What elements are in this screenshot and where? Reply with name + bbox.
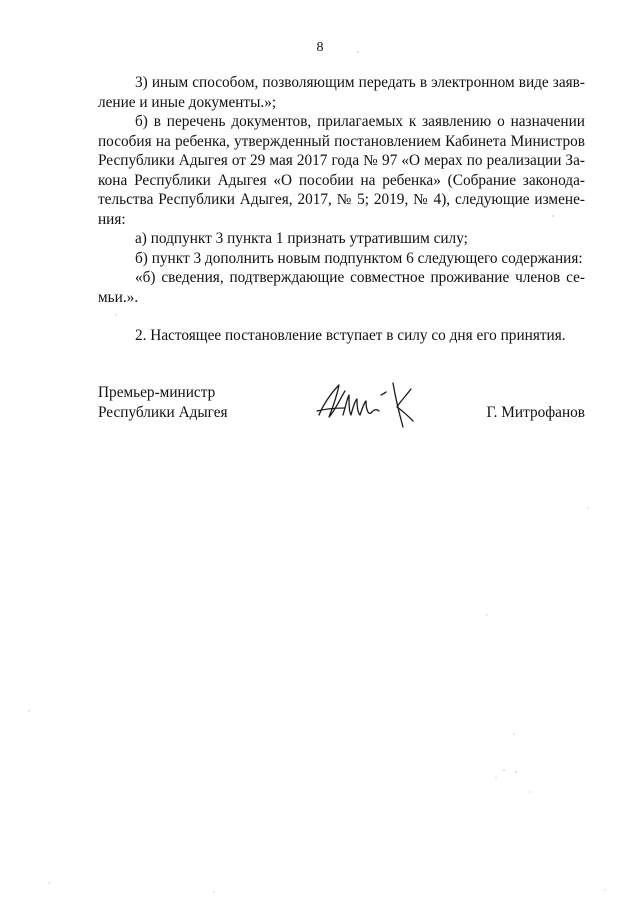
paragraph-effective-date: 2. Настоящее постановление вступает в силу со дня его принятия. [135, 327, 566, 344]
signer-title [98, 383, 228, 422]
paragraph-new-subitem-6: «б) сведения, подтверждающие совместное проживание членов семьи.». [98, 269, 585, 306]
paragraph-item-b-document-list: б) в перечень документов, прилагаемых к заявлению о назначении пособия на ребенка, утвержденный постановлением Кабинета Министров Республики Адыгея от 29 мая 2017 года № 97 «О мерах по реализации Закона Республики Адыгея «О пособии на ребенка» (Собрание законодательства Республики Адыгея, 2017, № 5; 2019, № 4), следующие изменения: [98, 113, 585, 228]
page-number: 8 [316, 40, 324, 55]
paragraph-item-3: 3) иным способом, позволяющим передать в электронном виде заявление и иные документы.»; [98, 74, 585, 111]
signer-name: Г. Митрофанов [486, 403, 585, 421]
signer-title-line-2: Республики Адыгея [98, 403, 228, 421]
paragraph-subitem-a: а) подпункт 3 пункта 1 признать утратившим силу; [135, 230, 468, 247]
handwritten-signature [313, 375, 423, 431]
paragraph-subitem-b: б) пункт 3 дополнить новым подпунктом 6 следующего содержания: [135, 249, 583, 267]
signature-block [98, 383, 585, 443]
document-body [98, 73, 585, 346]
signer-title-line-1: Премьер-министр [98, 384, 216, 401]
